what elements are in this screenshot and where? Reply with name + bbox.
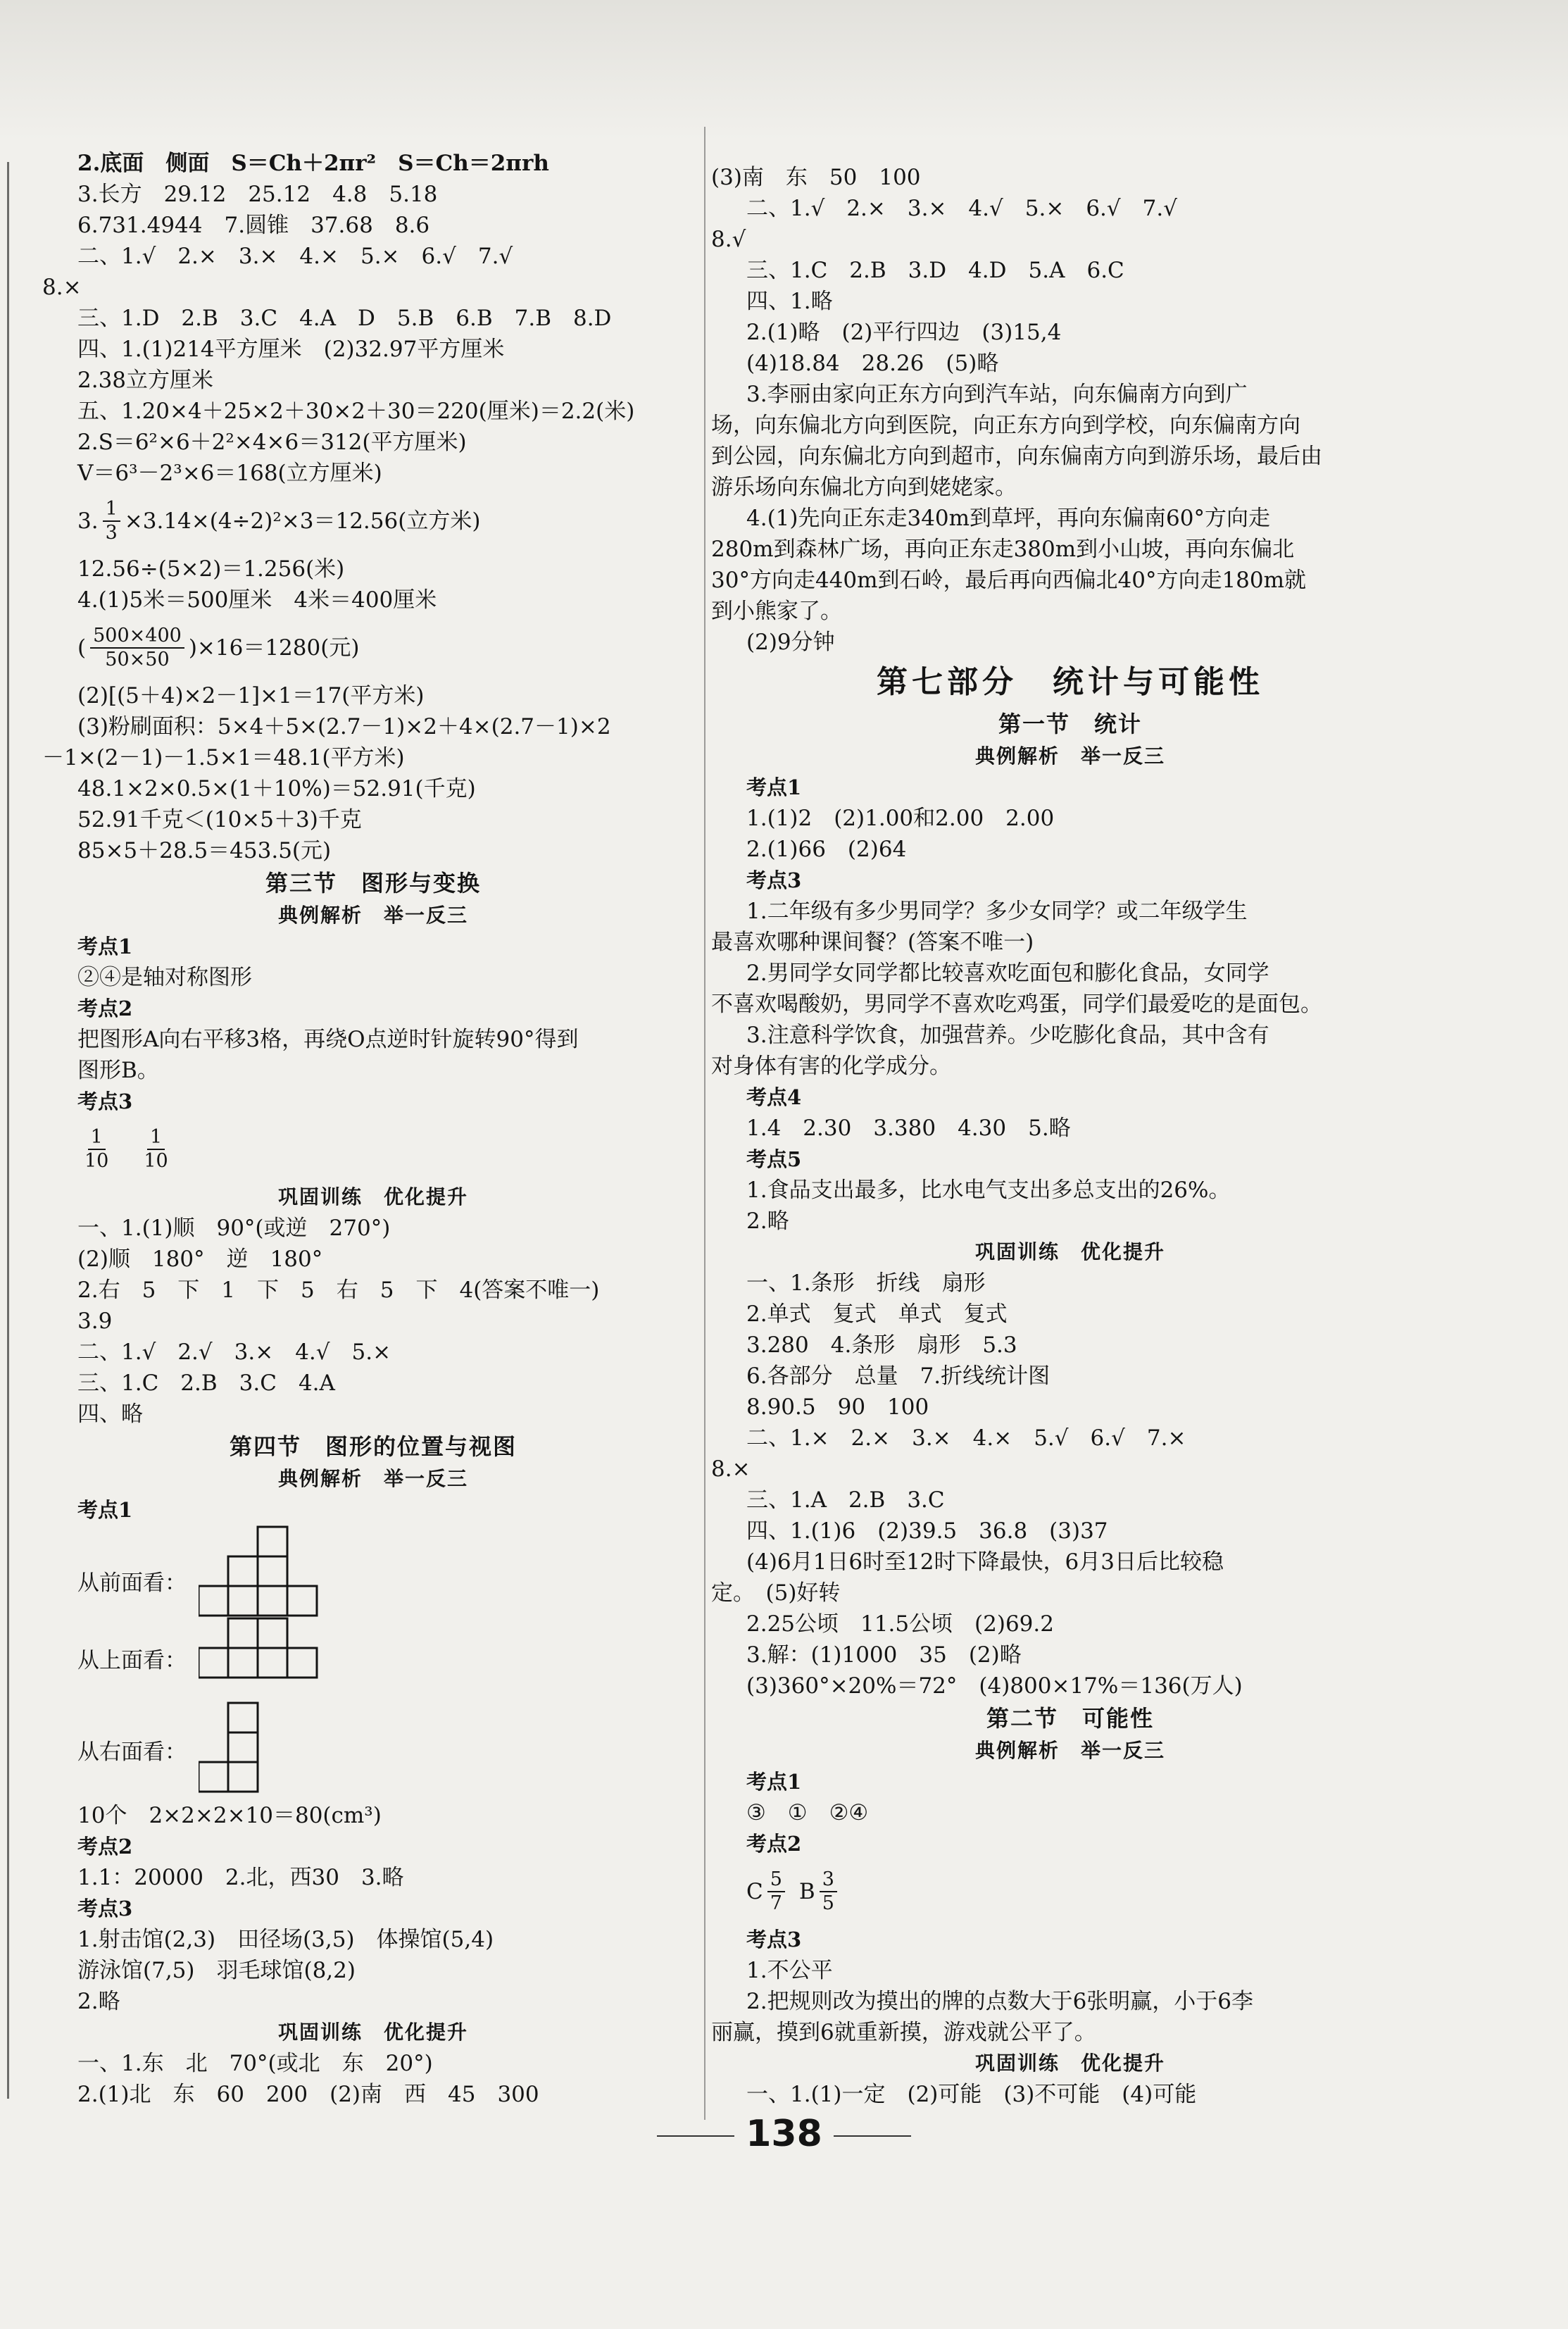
answer-line: 2.25公顷 11.5公顷 (2)69.2 bbox=[746, 1611, 1054, 1637]
fraction bbox=[141, 1126, 170, 1173]
answer-line: (3)360°×20%＝72° (4)800×17%＝136(万人) bbox=[746, 1673, 1243, 1699]
answer-line: 一、1.东 北 70°(或北 东 20°) bbox=[77, 2051, 433, 2076]
page-number bbox=[0, 2113, 1568, 2155]
answer-line: 30°方向走440m到石岭，最后再向西偏北40°方向走180m就 bbox=[711, 568, 1307, 593]
section-subtitle: 典例解析 举一反三 bbox=[974, 1739, 1165, 1762]
key-point-label: 考点1 bbox=[746, 775, 802, 799]
view-front bbox=[42, 1525, 704, 1617]
answer-line: 2.右 5 下 1 下 5 右 5 下 4(答案不唯一) bbox=[77, 1278, 600, 1303]
page-number-text: 138 bbox=[746, 2113, 822, 2155]
denominator: 50×50 bbox=[105, 649, 170, 670]
answer-line: 48.1×2×0.5×(1＋10%)＝52.91(千克) bbox=[77, 776, 476, 801]
answer-line: 2.单式 复式 单式 复式 bbox=[746, 1301, 1008, 1327]
answer-line: 3.280 4.条形 扇形 5.3 bbox=[746, 1332, 1017, 1358]
answer-line: 到小熊家了。 bbox=[711, 599, 842, 624]
denominator: 5 bbox=[822, 1892, 834, 1914]
view-label: 从右面看： bbox=[77, 1740, 187, 1765]
answer-line: 8.90.5 90 100 bbox=[746, 1394, 929, 1420]
answer-line: (4)18.84 28.26 (5)略 bbox=[746, 351, 999, 376]
answer-line: 对身体有害的化学成分。 bbox=[711, 1054, 951, 1079]
answer-line: (3)南 东 50 100 bbox=[711, 165, 921, 190]
page-number-rule bbox=[834, 2135, 911, 2137]
page-number-rule bbox=[657, 2135, 734, 2137]
scan-shading bbox=[0, 0, 1568, 141]
top-view-grid bbox=[199, 1617, 339, 1694]
answer-line: 三、1.C 2.B 3.D 4.D 5.A 6.C bbox=[746, 258, 1124, 283]
key-point-label: 考点1 bbox=[746, 1770, 802, 1794]
left-margin-rule bbox=[7, 162, 9, 2099]
answer-line: 3.李丽由家向正东方向到汽车站，向东偏南方向到广 bbox=[746, 382, 1248, 407]
section-subtitle: 典例解析 举一反三 bbox=[277, 1467, 468, 1490]
denominator: 7 bbox=[770, 1892, 782, 1914]
left-column bbox=[42, 148, 704, 2110]
fraction bbox=[90, 625, 184, 671]
answer-line: 丽赢，摸到6就重新摸，游戏就公平了。 bbox=[711, 2020, 1096, 2045]
answer-line: 二、1.√ 2.√ 3.× 4.√ 5.× bbox=[77, 1340, 391, 1365]
answer-text: 3. bbox=[77, 508, 99, 534]
section-title: 第二节 可能性 bbox=[986, 1705, 1154, 1732]
answer-line: 1.射击馆(2,3) 田径场(3,5) 体操馆(5,4) bbox=[77, 1927, 494, 1952]
section-title: 第四节 图形的位置与视图 bbox=[229, 1433, 517, 1460]
key-point-label: 考点4 bbox=[746, 1085, 802, 1109]
answer-line: 图形B。 bbox=[77, 1058, 159, 1083]
key-point-label: 考点1 bbox=[77, 1498, 133, 1522]
answer-line: 四、略 bbox=[77, 1401, 143, 1427]
answer-line: 二、1.√ 2.× 3.× 4.√ 5.× 6.√ 7.√ bbox=[746, 196, 1177, 221]
part-title: 第七部分 统计与可能性 bbox=[877, 664, 1264, 700]
key-point-label: 考点2 bbox=[746, 1832, 802, 1856]
answer-line: 8.× bbox=[42, 275, 82, 300]
fraction-line bbox=[42, 1117, 704, 1182]
denominator: 3 bbox=[105, 522, 118, 544]
answer-text: C bbox=[746, 1879, 763, 1904]
answer-line: 1.(1)2 (2)1.00和2.00 2.00 bbox=[746, 806, 1055, 831]
fraction bbox=[820, 1868, 837, 1915]
section-subtitle: 巩固训练 优化提升 bbox=[974, 2052, 1165, 2075]
fraction bbox=[767, 1868, 785, 1915]
answer-line: 85×5＋28.5＝453.5(元) bbox=[77, 838, 332, 863]
answer-line: ③ ① ②④ bbox=[746, 1800, 869, 1825]
view-right bbox=[42, 1702, 704, 1800]
answer-line: 一、1.(1)一定 (2)可能 (3)不可能 (4)可能 bbox=[746, 2082, 1197, 2107]
answer-line: 定。 (5)好转 bbox=[711, 1580, 841, 1606]
key-point-label: 考点1 bbox=[77, 935, 133, 959]
answer-line: 3.解：(1)1000 35 (2)略 bbox=[746, 1642, 1022, 1668]
section-subtitle: 巩固训练 优化提升 bbox=[277, 1185, 468, 1209]
section-subtitle: 巩固训练 优化提升 bbox=[277, 2021, 468, 2044]
key-point-label: 考点3 bbox=[746, 1928, 802, 1952]
answer-text: B bbox=[798, 1879, 815, 1904]
answer-line: 到公园，向东偏北方向到超市，向东偏南方向到游乐场，最后由 bbox=[711, 444, 1322, 469]
answer-line: 52.91千克＜(10×5＋3)千克 bbox=[77, 807, 362, 832]
answer-line: 把图形A向右平移3格，再绕O点逆时针旋转90°得到 bbox=[77, 1027, 579, 1052]
answer-line: 2.男同学女同学都比较喜欢吃面包和膨化食品，女同学 bbox=[746, 961, 1269, 986]
view-label: 从上面看： bbox=[77, 1648, 187, 1673]
answer-line: 1.不公平 bbox=[746, 1958, 833, 1983]
answer-line: 游泳馆(7,5) 羽毛球馆(8,2) bbox=[77, 1958, 356, 1983]
fraction-line bbox=[711, 1859, 1429, 1924]
section-subtitle: 典例解析 举一反三 bbox=[277, 904, 468, 927]
answer-line: 2.略 bbox=[77, 1989, 120, 2014]
denominator: 10 bbox=[144, 1150, 168, 1172]
answer-line: 4.(1)先向正东走340m到草坪，再向东偏南60°方向走 bbox=[746, 506, 1270, 531]
answer-line: 2.(1)66 (2)64 bbox=[746, 837, 907, 862]
key-point-label: 考点2 bbox=[77, 1835, 133, 1859]
numerator: 5 bbox=[767, 1868, 785, 1892]
answer-line: 三、1.C 2.B 3.C 4.A bbox=[77, 1370, 335, 1396]
numerator: 1 bbox=[147, 1126, 165, 1150]
denominator: 10 bbox=[84, 1150, 109, 1172]
key-point-label: 考点3 bbox=[77, 1089, 133, 1113]
numerator: 1 bbox=[88, 1126, 106, 1150]
answer-line: 2.(1)略 (2)平行四边 (3)15,4 bbox=[746, 320, 1062, 345]
answer-line: 3.长方 29.12 25.12 4.8 5.18 bbox=[77, 182, 438, 207]
numerator: 1 bbox=[103, 498, 120, 522]
answer-line: 1.二年级有多少男同学？多少女同学？或二年级学生 bbox=[746, 899, 1248, 924]
answer-line: 四、1.(1)6 (2)39.5 36.8 (3)37 bbox=[746, 1518, 1108, 1544]
numerator: 3 bbox=[820, 1868, 837, 1892]
view-label: 从前面看： bbox=[77, 1571, 187, 1596]
answer-text: )×16＝1280(元) bbox=[188, 635, 360, 661]
key-point-label: 考点3 bbox=[746, 868, 802, 892]
section-subtitle: 典例解析 举一反三 bbox=[974, 744, 1165, 768]
answer-line: 四、1.(1)214平方厘米 (2)32.97平方厘米 bbox=[77, 337, 505, 362]
column-divider bbox=[704, 127, 705, 2120]
answer-line: 不喜欢喝酸奶，男同学不喜欢吃鸡蛋，同学们最爱吃的是面包。 bbox=[711, 992, 1322, 1017]
key-point-label: 考点2 bbox=[77, 997, 133, 1020]
answer-line: 二、1.√ 2.× 3.× 4.× 5.× 6.√ 7.√ bbox=[77, 244, 513, 269]
answer-line: 1.食品支出最多，比水电气支出多总支出的26%。 bbox=[746, 1178, 1231, 1203]
section-title: 第三节 图形与变换 bbox=[265, 870, 481, 897]
front-view-grid bbox=[199, 1525, 325, 1617]
answer-line: 四、1.略 bbox=[746, 289, 833, 314]
answer-line: 一、1.(1)顺 90°(或逆 270°) bbox=[77, 1216, 391, 1241]
answer-line: 12.56÷(5×2)＝1.256(米) bbox=[77, 556, 345, 582]
answer-line: 8.× bbox=[711, 1456, 751, 1482]
answer-line: 一、1.条形 折线 扇形 bbox=[746, 1270, 986, 1296]
answer-line: 6.731.4944 7.圆锥 37.68 8.6 bbox=[77, 213, 430, 238]
answer-line: (2)[(5＋4)×2－1]×1＝17(平方米) bbox=[77, 683, 425, 708]
answer-line: 三、1.A 2.B 3.C bbox=[746, 1487, 945, 1513]
answer-line: 2.(1)北 东 60 200 (2)南 西 45 300 bbox=[77, 2082, 539, 2107]
key-point-label: 考点5 bbox=[746, 1147, 802, 1171]
fraction-line bbox=[42, 489, 704, 554]
answer-line: (2)9分钟 bbox=[746, 630, 835, 655]
answer-line: 3.9 bbox=[77, 1309, 113, 1334]
right-column bbox=[711, 162, 1429, 2110]
answer-line: 2.略 bbox=[746, 1209, 789, 1234]
section-title: 第一节 统计 bbox=[998, 711, 1142, 737]
answer-line: (2)顺 180° 逆 180° bbox=[77, 1247, 323, 1272]
answer-line: 1.4 2.30 3.380 4.30 5.略 bbox=[746, 1116, 1071, 1141]
answer-line: 6.各部分 总量 7.折线统计图 bbox=[746, 1363, 1050, 1389]
answer-line: (3)粉刷面积：5×4＋5×(2.7－1)×2＋4×(2.7－1)×2 bbox=[77, 714, 611, 739]
answer-line: V＝6³－2³×6＝168(立方厘米) bbox=[77, 461, 382, 486]
key-point-label: 考点3 bbox=[77, 1897, 133, 1921]
numerator: 500×400 bbox=[90, 625, 184, 649]
answer-line: 五、1.20×4＋25×2＋30×2＋30＝220(厘米)＝2.2(米) bbox=[77, 399, 635, 424]
fraction bbox=[82, 1126, 111, 1173]
right-view-grid bbox=[199, 1702, 297, 1800]
answer-line: 2.38立方厘米 bbox=[77, 368, 214, 393]
view-top bbox=[42, 1617, 704, 1702]
answer-line: (4)6月1日6时至12时下降最快，6月3日后比较稳 bbox=[746, 1549, 1224, 1575]
answer-line: 10个 2×2×2×10＝80(cm³) bbox=[77, 1803, 382, 1828]
answer-line: 4.(1)5米＝500厘米 4米＝400厘米 bbox=[77, 587, 437, 613]
answer-text: ×3.14×(4÷2)²×3＝12.56(立方米) bbox=[124, 508, 481, 534]
answer-line: 280m到森林广场，再向正东走380m到小山坡，再向东偏北 bbox=[711, 537, 1295, 562]
fraction-line bbox=[42, 616, 704, 680]
answer-line: 8.√ bbox=[711, 227, 746, 252]
fraction bbox=[103, 498, 120, 544]
answer-text: ( bbox=[77, 635, 87, 661]
answer-line: 游乐场向东偏北方向到姥姥家。 bbox=[711, 475, 1017, 500]
section-subtitle: 巩固训练 优化提升 bbox=[974, 1240, 1165, 1263]
answer-line: －1×(2－1)－1.5×1＝48.1(平方米) bbox=[42, 745, 405, 770]
answer-line: 2.底面 侧面 S＝Ch＋2πr² S＝Ch＝2πrh bbox=[77, 151, 549, 176]
answer-line: ②④是轴对称图形 bbox=[77, 965, 252, 990]
answer-line: 2.S＝6²×6＋2²×4×6＝312(平方厘米) bbox=[77, 430, 467, 455]
answer-line: 二、1.× 2.× 3.× 4.× 5.√ 6.√ 7.× bbox=[746, 1425, 1186, 1451]
answer-line: 最喜欢哪种课间餐？(答案不唯一) bbox=[711, 930, 1034, 955]
answer-line: 1.1：20000 2.北，西30 3.略 bbox=[77, 1865, 404, 1890]
answer-line: 2.把规则改为摸出的牌的点数大于6张明赢，小于6李 bbox=[746, 1989, 1254, 2014]
answer-line: 场，向东偏北方向到医院，向正东方向到学校，向东偏南方向 bbox=[711, 413, 1300, 438]
answer-line: 3.注意科学饮食，加强营养。少吃膨化食品，其中含有 bbox=[746, 1023, 1269, 1048]
answer-line: 三、1.D 2.B 3.C 4.A D 5.B 6.B 7.B 8.D bbox=[77, 306, 612, 331]
